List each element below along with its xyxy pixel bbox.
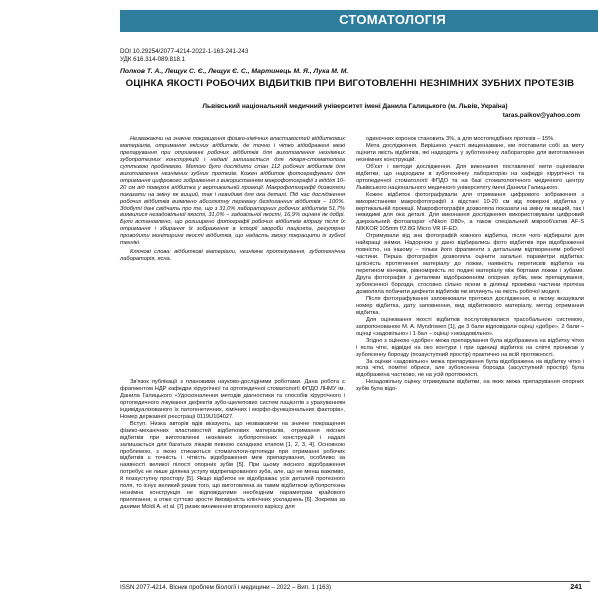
journal-footer: ISSN 2077-4214. Вісник проблем біології і медицини – 2022 – Вип. 1 (163) (120, 584, 332, 591)
keywords-line: Ключові слова: відбиткові матеріали, незнімне протезування, зуботехнічна лабораторія, ясна. (120, 249, 345, 263)
body-paragraph: Згідно з оцінкою «добре» межа препарування була відображена на відбитку чітко і ясла чіткі, відвідні на око контури і при одиниці відбитка на сліпчі проникав у зубоясенну борозду (позауступний простір) практично на всій протяжності. (356, 337, 584, 358)
doi-line: DOI 10.29254/2077-4214-2022-1-163-241-243 (120, 48, 249, 55)
body-paragraph: Для оцінювання якості відбитків послуговувалися трасобальною системою, запропонованою M. A. Myndrowen [1], де 3 бали відповідали оцінці «добре», 2 бали – оцінці «задовільно» і 1 бал – оцінці «незадовільно». (356, 316, 584, 337)
body-paragraph: Незадовільну оцінку отримували відбитки, на яких межа препарування опорних зубів була відо- (356, 379, 584, 393)
left-body-column (120, 379, 345, 511)
body-paragraph: Отримували від зна фотографій кожного відбитка, після чого відбирали для найкращі знімки. Надорною у дано відбирались фото відбитків при відображенні повністю, на іншому – тільки його фрагменти з детальним відтворенням робочої частини. Перша фотографія дозволяла оцінити загальні параметри відбитка: цілісність протягнення матеріалу до ложки, наявність перетисків відбитка на перетином кінчиків, рівномірність по подачі матеріалу між бортами ложки і зубами. Друга фотографія з деталями відображенням опорних зубів, меж препарування, зубоясенної борозди, стосовно сільно ясени в ділянці проміжка частини протеза дозволяла побачити дефекти відбитків які вплинуть на якість робочої моделі. (356, 233, 584, 295)
footer-divider (120, 581, 590, 582)
udk-line: УДК 616.314-089.818.1 (120, 56, 186, 63)
affiliation-line: Львівський національний медичний університет імені Данила Галицького (м. Львів, Україна) (202, 103, 508, 110)
section-title: СТОМАТОЛОГІЯ (339, 12, 446, 27)
page-number: 241 (570, 584, 582, 591)
body-paragraph: одиночних коронок становить 3%, а для мостоподібних протезів – 15%. (366, 136, 555, 142)
authors-line: Полков Т. А., Лещук С. Є., Лещук Є. С., Мартинець М. Я., Лука М. М. (120, 68, 349, 75)
body-paragraph: Вступ. Низка авторів вдів вказують, що незважаючи на значне покращення фізико-механічних властивостей відбиткових матеріалів, отримання якісних відбитків при виготовленні незнімних зубопротезних конструкцій і надалі залишається для багатьох лікарів певною складною етапом [1, 2, 3, 4]. Основною проблемою, з якою стикаються стоматологи-ортопеди при отриманні робочих відбитків є точність і чіткість відображення меж препарування, особливо за наявності великої пілості опорних зубів [5]. При цьому якісного відображення потребує не лише ділянка уступу відпрепарованого зуба, але, що не менш важливо, й позауступну простору [5]. Якщо відбиток не відображає усіх деталей протезного поля, то існує великий ризик того, що виготовлена за таким відбитком зубопротезна незнімна конструкція не відповідатиме необхідним параметрам крайового прилягання, а отже суттєво зросте ймовірність клінічних ускладнень [6]. Зокрема за даними Moldi A. et al. [7] ризик виникнення вторинного карієсу для (120, 420, 345, 511)
body-paragraph: Мета дослідження. Вирішено участі вищеназване, ми поставили собі за мету оцінити якість відбитків, які надходять у зуботехнічну лабораторію для виготовлення незнімних конструкцій. (356, 142, 584, 163)
section-header-bar (120, 10, 598, 32)
abstract-text: Незважаючи на значне покращення фізико-хімічних властивостей відбиткових матеріалів, отримання якісних відбитків, де точно і чітко відображені межі препарування при отриманні робочих відбитків для виготовлення незнімних зубопротезних конструкцій і надалі залишається для лікаря-стоматолога суттєвою проблемою. Метою було дослідити стан 112 робочих відбитків для виготовлення незнімних зубних протезів. Кожен відбиток фотографували для отримання цифрового зображення з використанням макрофотографії з відділі 10-20 см від поверхні відбитка у вертикальній проекції. Макрофотографії дозволяли показати на зміну як вищий, так і невидимі для ока деталі. Під час дослідження робочих відбитків виявлено абсолютну перевагу бездоганних відбитків – 100%. Здобуті дані свідчать про те, що з 31,0% лабораторних робочих відбитків 51,7% виявилися незадовільної якості, 31,0% – задовільної якості, 16,9% оцінені як добрі. Було встановлено, що розширено фотографії робочих відбитків відразу після їх отримання і збирання їх зображення в історії хвороби пацієнта, регулярно проводити моніторинг якості відбитків, що надасть змогу покращити їх зубної технікі. (120, 136, 345, 247)
body-paragraph: Після фотографування заповнювали протокол дослідження, в якому вказували номер відбитка, дату заповнення, вид відбиткового матеріалу, метод отримання відбитка. (356, 295, 584, 316)
body-paragraph: Кожен відбиток фотографували для отримання цифрового зображення з використанням макрофотографії з відстані 10-20 см від поверхні відбитка у вертикальній проекції. Макрофотографія дозволяла показати на зміну як вищий, так і невидимі для ока деталі. Для виконання дослідження використовували цифровий дзеркальний фотоапарат «Nikon D80», а також спеціальний мікрооб'єктив AF-S NIKKOR 105mm f/2.8G Micro VR IF-ED. (356, 191, 584, 233)
right-body-column (356, 136, 584, 393)
contact-email: taras.paikov@yahoo.com (502, 112, 580, 119)
body-paragraph: За оцінки «задовільно» межа препарування була відображена на відбитку чітко і ясла чіткі, помітні обриси, але зубоясенна борозда (засуступний простір) була відображена частково, не на усій протяжності. (356, 358, 584, 379)
body-paragraph: Зв'язок публікації з плановими науково-дослідними роботами. Дана робота є фрагментом НДР кафедри хірургічної та ортопедичної стоматології ФПДО ЛНМУ ім. Данила Галицького «Удосконалення методів діагностики та способів хірургічного і ортопедичного лікування дефектів зубо-щелепових систем пацієнтів з урахуванням індивідуалізованого їх патогенетичних, хімічних і морфо-функціональних факторів», Номер державної реєстрації 0119U104027. (120, 379, 345, 420)
body-paragraph: Об'єкт і методи дослідження. Для виконання поставленої мети оцінювали відбитки, що надходили в зуботехнічну лабораторію на кафедрі хірургічної та ортопедичної стоматології ФПДО та на базі стоматологічного медичного центру Львівського національного медичного університету імені Данила Галицького. (356, 163, 584, 191)
abstract-block (120, 136, 345, 263)
article-identifiers (120, 48, 248, 64)
article-title: ОЦІНКА ЯКОСТІ РОБОЧИХ ВІДБИТКІВ ПРИ ВИГОТОВЛЕННІ НЕЗНІМНИХ ЗУБНИХ ПРОТЕЗІВ (125, 78, 575, 89)
